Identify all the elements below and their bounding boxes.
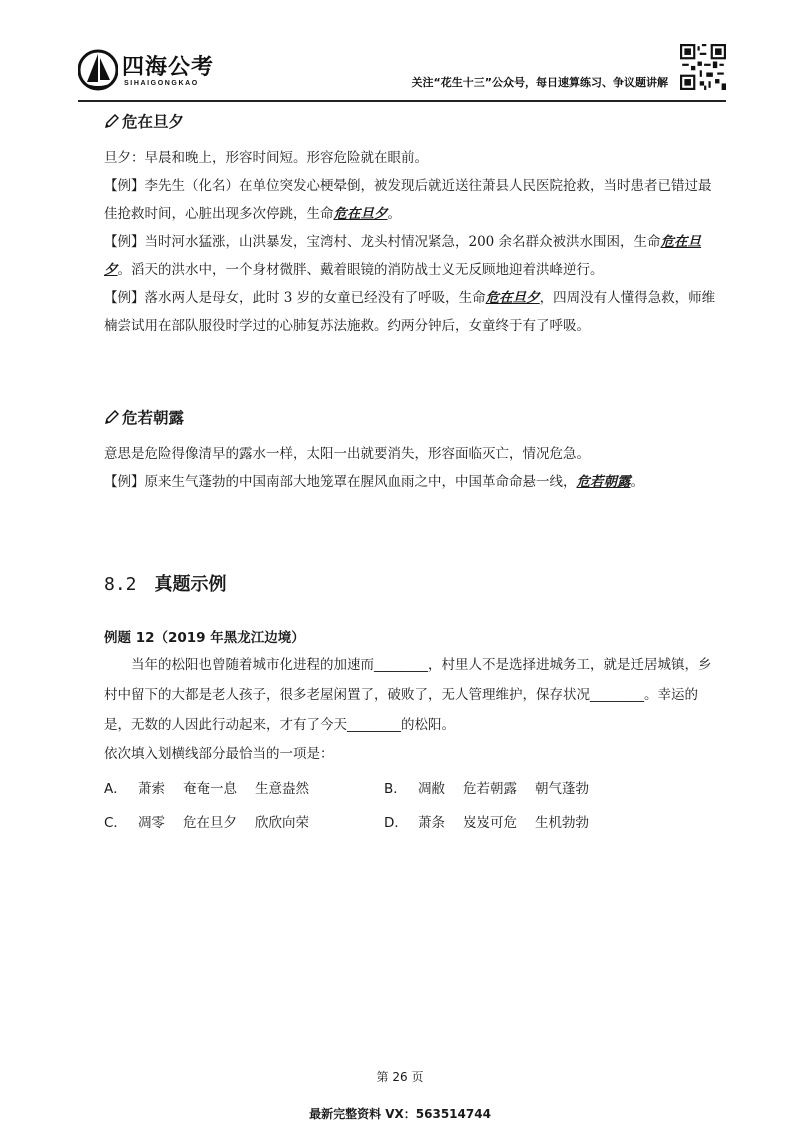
example-text: 原来生气蓬勃的中国南部大地笼罩在腥风血雨之中，中国革命命悬一线， — [144, 474, 577, 490]
highlighted-term: 危在旦夕 — [104, 234, 702, 278]
option-a[interactable] — [104, 777, 384, 797]
highlighted-term: 危若朝露 — [576, 474, 631, 490]
option-word: 岌岌可危 — [463, 815, 517, 831]
pencil-icon — [104, 409, 120, 425]
highlighted-term: 危在旦夕 — [485, 290, 540, 306]
term-section-wei-ruo-zhao-lu — [104, 406, 724, 496]
pencil-icon — [104, 113, 120, 129]
option-word: 萧条 — [418, 815, 445, 831]
option-word: 生机勃勃 — [535, 815, 589, 831]
footer-contact-note: 最新完整资料 VX：563514744 — [309, 1107, 491, 1121]
example-tag: 【例】 — [104, 290, 145, 306]
section-title — [104, 570, 227, 596]
example-paragraph — [104, 284, 724, 340]
header-divider — [78, 100, 726, 102]
question-prompt: 依次填入划横线部分最恰当的一项是： — [104, 746, 334, 762]
example-text-end: 。滔天的洪水中，一个身材微胖、戴着眼镜的消防战士义无反顾地迎着洪峰逆行。 — [117, 262, 604, 278]
page-header — [78, 40, 726, 100]
answer-options — [104, 770, 724, 838]
option-letter: B． — [384, 781, 407, 797]
example-paragraph — [104, 172, 724, 228]
sailboat-logo-icon — [78, 48, 118, 92]
term-heading — [104, 110, 724, 132]
term-title: 危在旦夕 — [122, 113, 185, 131]
option-word: 朝气蓬勃 — [535, 781, 589, 797]
option-c[interactable] — [104, 811, 384, 831]
example-text: 落水两人是母女，此时 3 岁的女童已经没有了呼吸，生命 — [144, 290, 486, 306]
option-word: 生意盎然 — [255, 781, 309, 797]
example-paragraph — [104, 228, 724, 284]
option-word: 危若朝露 — [463, 781, 517, 797]
brand-name-pinyin: SIHAIGONGKAO — [124, 80, 199, 87]
example-tag: 【例】 — [104, 474, 145, 490]
example-text-end: ，四周没有人懂得急救，师维楠尝试用在部队服役时学过的心肺复苏法施救。约两分钟后，女童终于有了呼吸。 — [104, 290, 716, 334]
options-row — [104, 770, 724, 804]
term-definition: 意思是危险得像清早的露水一样，太阳一出就要消失，形容面临灭亡，情况危急。 — [104, 446, 590, 462]
question-body — [104, 650, 724, 740]
term-title: 危若朝露 — [122, 409, 185, 427]
section-number: 8.2 — [104, 574, 137, 595]
option-word: 萧索 — [138, 781, 165, 797]
question-heading: 例题 12（2019 年黑龙江边境） — [104, 630, 305, 646]
option-letter: C． — [104, 815, 127, 831]
qr-code-icon[interactable] — [680, 44, 726, 90]
example-text-end: 。 — [630, 474, 644, 490]
option-word: 凋敝 — [418, 781, 445, 797]
options-row — [104, 804, 724, 838]
question-stem: 当年的松阳也曾随着城市化进程的加速而________，村里人不是选择进城务工，就是迁居城镇，乡村中留下的大都是老人孩子，很多老屋闲置了，破败了，无人管理维护，保存状况________。幸运的是，无数的人因此行动起来，才有了今天________的松阳。 — [104, 657, 712, 733]
example-text: 李先生（化名）在单位突发心梗晕倒，被发现后就近送往萧县人民医院抢救，当时患者已错过最佳抢救时间，心脏出现多次停跳，生命 — [104, 178, 712, 222]
page-number: 第 26 页 — [376, 1070, 424, 1084]
option-letter: A． — [104, 781, 127, 797]
example-tag: 【例】 — [104, 178, 145, 194]
option-word: 凋零 — [138, 815, 165, 831]
header-slogan: 关注“花生十三”公众号，每日速算练习、争议题讲解 — [411, 76, 668, 89]
brand-name: 四海公考 — [122, 55, 215, 80]
option-letter: D． — [384, 815, 408, 831]
option-b[interactable] — [384, 777, 664, 797]
term-heading — [104, 406, 724, 428]
example-tag: 【例】 — [104, 234, 145, 250]
example-paragraph — [104, 468, 724, 496]
term-section-wei-zai-dan-xi — [104, 110, 724, 340]
option-word: 奄奄一息 — [183, 781, 237, 797]
term-definition: 旦夕：早晨和晚上，形容时间短。形容危险就在眼前。 — [104, 150, 428, 166]
option-word: 欣欣向荣 — [255, 815, 309, 831]
example-text-end: 。 — [387, 206, 401, 222]
example-text: 当时河水猛涨，山洪暴发，宝湾村、龙头村情况紧急，200 余名群众被洪水围困，生命 — [144, 234, 661, 250]
option-d[interactable] — [384, 811, 664, 831]
section-title-text: 真题示例 — [154, 574, 227, 595]
option-word: 危在旦夕 — [183, 815, 237, 831]
highlighted-term: 危在旦夕 — [333, 206, 388, 222]
